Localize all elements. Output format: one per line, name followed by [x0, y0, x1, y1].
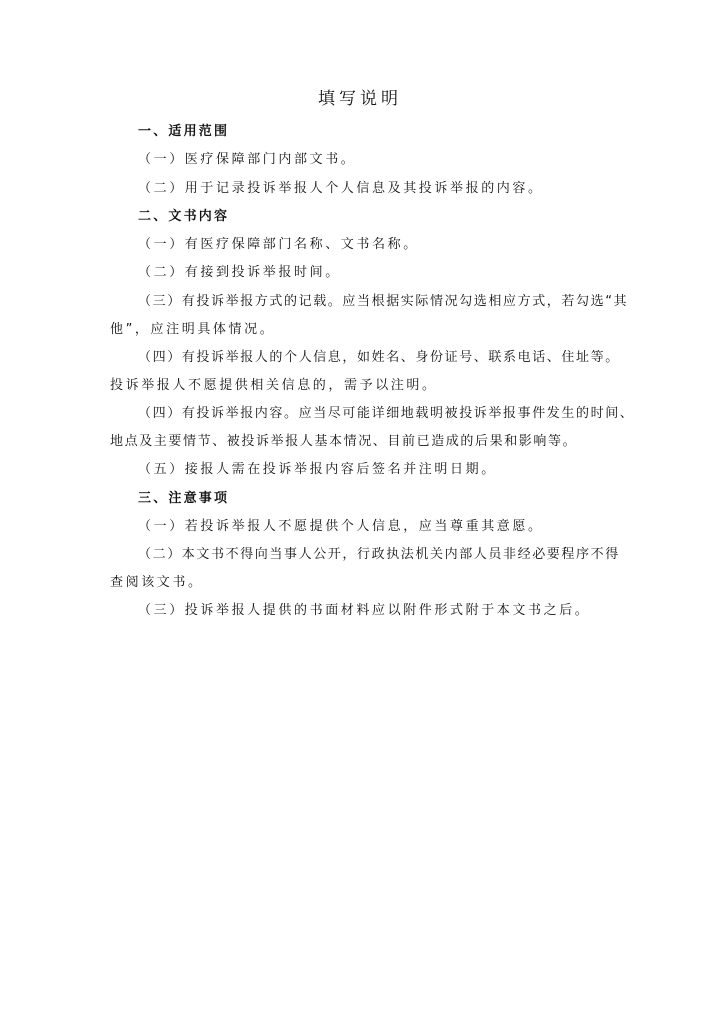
section-heading-notes: 三、注意事项 — [138, 491, 230, 506]
content-item-5-line-1: （四）有投诉举报内容。应当尽可能详细地载明被投诉举报事件发生的时间、 — [138, 406, 635, 421]
content-item-4-line-1: （四）有投诉举报人的个人信息，如姓名、身份证号、联系电话、住址等。 — [138, 350, 620, 365]
scope-item-2: （二）用于记录投诉举报人个人信息及其投诉举报的内容。 — [138, 181, 544, 196]
content-item-4-line-2: 投诉举报人不愿提供相关信息的，需予以注明。 — [110, 378, 438, 393]
content-item-3-line-2: 他”，应注明具体情况。 — [110, 322, 276, 337]
notes-item-2-line-1: （二）本文书不得向当事人公开，行政执法机关内部人员非经必要程序不得 — [138, 547, 620, 562]
document-title: 填写说明 — [318, 89, 402, 109]
content-item-1: （一）有医疗保障部门名称、文书名称。 — [138, 237, 419, 252]
content-item-2: （二）有接到投诉举报时间。 — [138, 265, 341, 280]
notes-item-1: （一）若投诉举报人不愿提供个人信息，应当尊重其意愿。 — [138, 519, 544, 534]
notes-item-2-line-2: 查阅该文书。 — [110, 575, 204, 590]
scope-item-1: （一）医疗保障部门内部文书。 — [138, 152, 357, 167]
content-item-3-line-1: （三）有投诉举报方式的记载。应当根据实际情况勾选相应方式，若勾选“其 — [138, 294, 629, 309]
section-heading-scope: 一、适用范围 — [138, 124, 230, 139]
content-item-6: （五）接报人需在投诉举报内容后签名并注明日期。 — [138, 462, 497, 477]
content-item-5-line-2: 地点及主要情节、被投诉举报人基本情况、目前已造成的后果和影响等。 — [110, 434, 578, 449]
notes-item-3: （三）投诉举报人提供的书面材料应以附件形式附于本文书之后。 — [138, 603, 591, 618]
section-heading-content: 二、文书内容 — [138, 209, 230, 224]
